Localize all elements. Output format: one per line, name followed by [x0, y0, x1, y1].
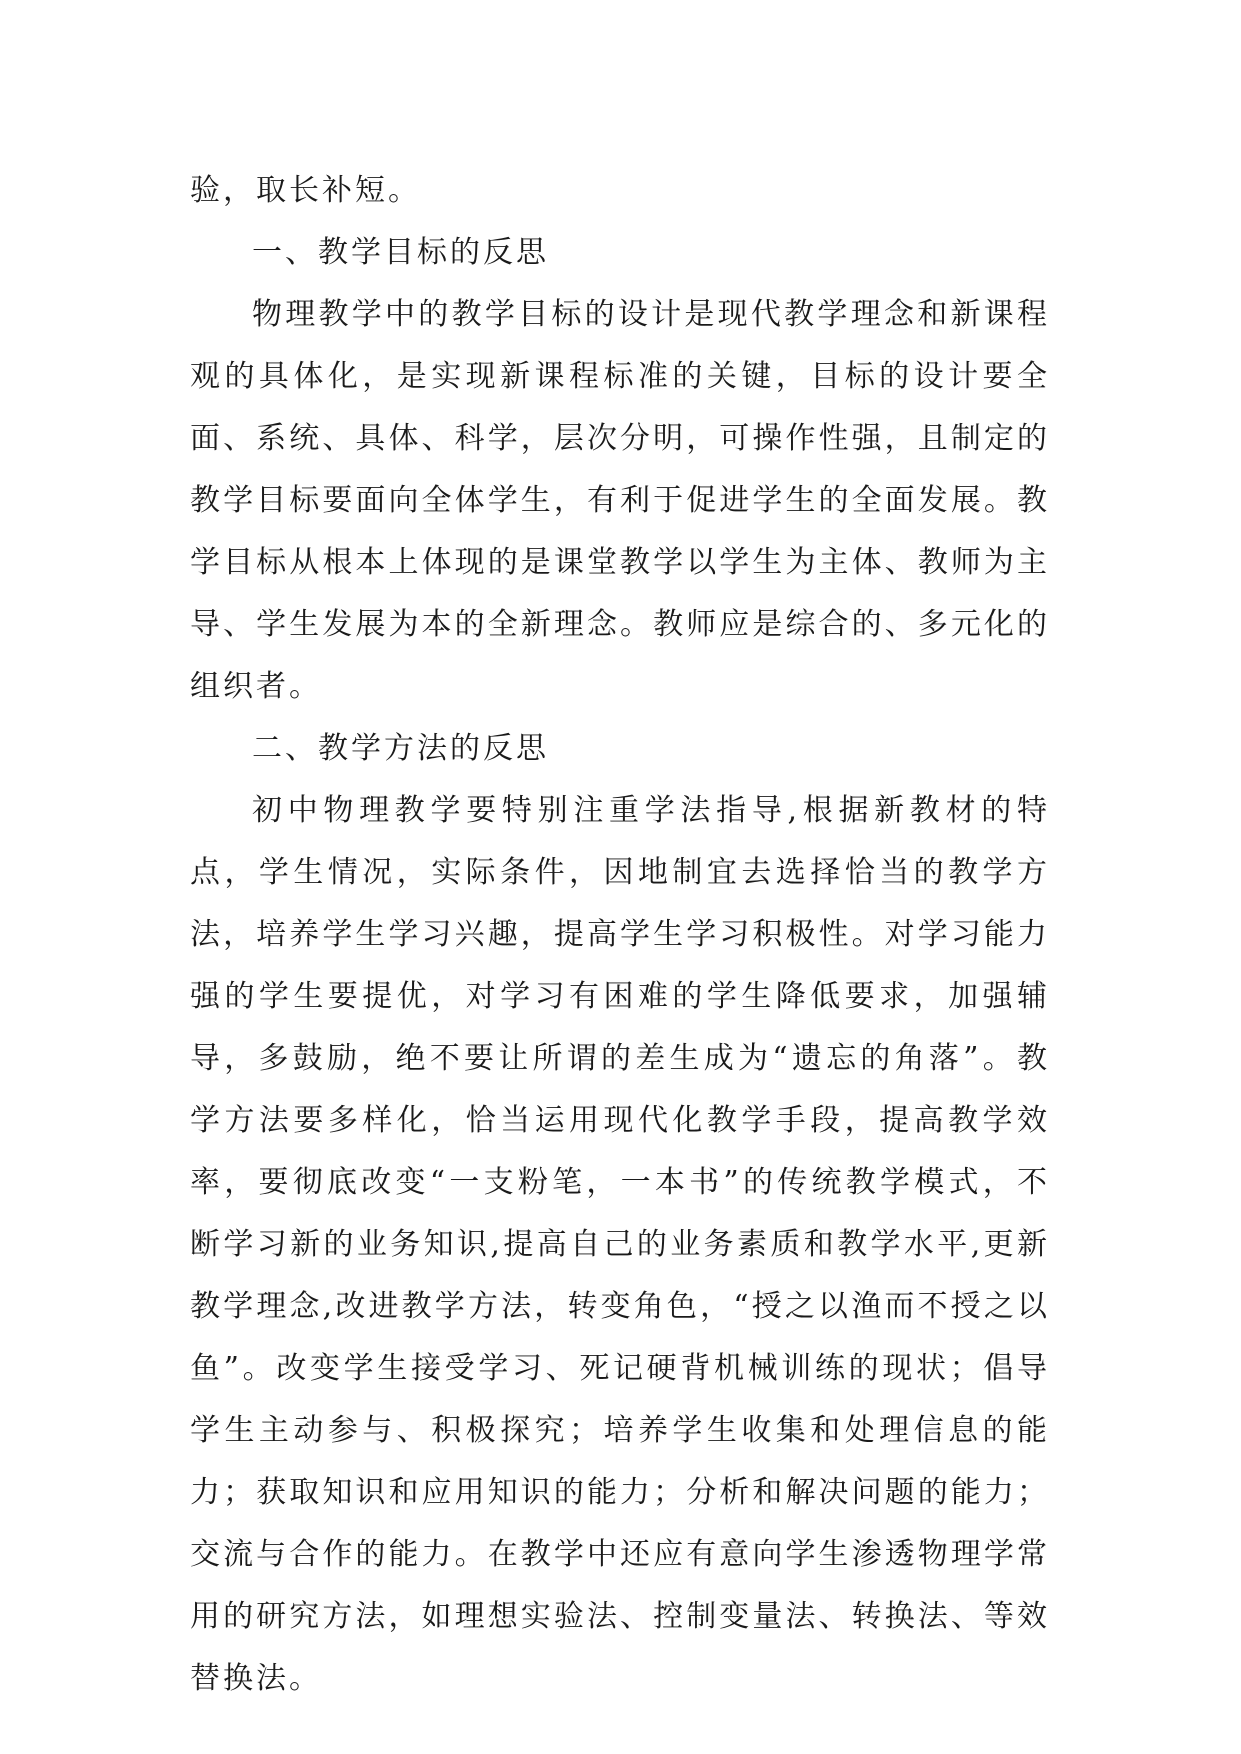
- document-body: [190, 160, 1050, 1710]
- section-heading-teaching-goals: 一、教学目标的反思: [252, 235, 549, 270]
- paragraph-teaching-goals: 物理教学中的教学目标的设计是现代教学理念和新课程观的具体化，是实现新课程标准的关键，目标的设计要全面、系统、具体、科学，层次分明，可操作性强，且制定的教学目标要面向全体学生，有利于促进学生的全面发展。教学目标从根本上体现的是课堂教学以学生为主体、教师为主导、学生发展为本的全新理念。教师应是综合的、多元化的组织者。: [190, 297, 1050, 704]
- paragraph-continuation: 验，取长补短。: [190, 173, 421, 208]
- section-heading-teaching-methods: 二、教学方法的反思: [252, 731, 549, 766]
- paragraph-teaching-methods: 初中物理教学要特别注重学法指导,根据新教材的特点，学生情况，实际条件，因地制宜去选择恰当的教学方法，培养学生学习兴趣，提高学生学习积极性。对学习能力强的学生要提优，对学习有困难的学生降低要求，加强辅导，多鼓励，绝不要让所谓的差生成为“遗忘的角落”。教学方法要多样化，恰当运用现代化教学手段，提高教学效率，要彻底改变“一支粉笔，一本书”的传统教学模式，不断学习新的业务知识,提高自己的业务素质和教学水平,更新教学理念,改进教学方法，转变角色，“授之以渔而不授之以鱼”。改变学生接受学习、死记硬背机械训练的现状；倡导学生主动参与、积极探究；培养学生收集和处理信息的能力；获取知识和应用知识的能力；分析和解决问题的能力；交流与合作的能力。在教学中还应有意向学生渗透物理学常用的研究方法，如理想实验法、控制变量法、转换法、等效替换法。: [190, 793, 1050, 1696]
